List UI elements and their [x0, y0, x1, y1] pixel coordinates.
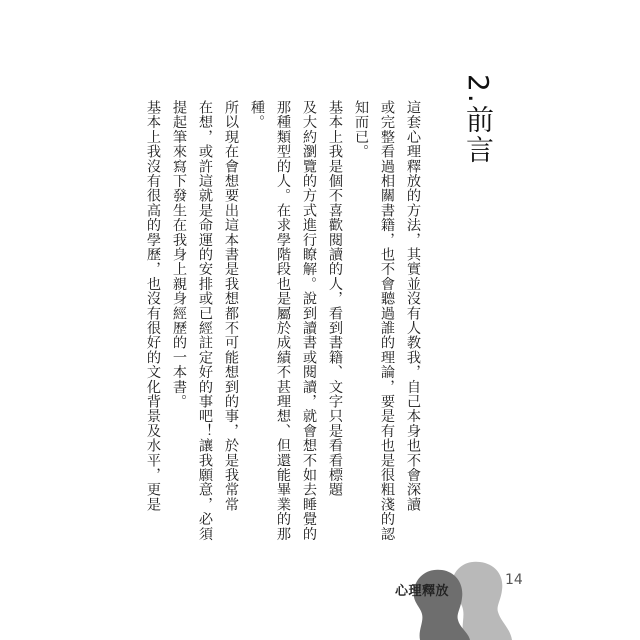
text-column: 種。: [249, 100, 265, 130]
text-column: 提起筆來寫下發生在我身上親身經歷的一本書。: [171, 100, 187, 409]
text-column: 知而已。: [353, 100, 369, 159]
text-column: 這套心理釋放的方法，其實並沒有人教我，自己本身也不會深讀: [405, 100, 421, 512]
text-column: 那種類型的人。在求學階段也是屬於成績不甚理想、但還能畢業的那: [275, 100, 291, 541]
text-column: 或完整看過相關書籍，也不會聽過誰的理論，要是有也是很粗淺的認: [379, 100, 395, 541]
text-column: 在想，或許這就是命運的安排或已經註定好的事吧！讓我願意，必須: [197, 100, 213, 541]
footer-brand-logo: 心理釋放: [395, 584, 450, 599]
text-column: 基本上我是個不喜歡閱讀的人，看到書籍、文字只是看看標題: [327, 100, 343, 497]
chapter-title: 2.前言: [462, 74, 495, 165]
text-column: 及大約瀏覽的方式進行瞭解。說到讀書或閱讀，就會想不如去睡覺的: [301, 100, 317, 541]
page-number: 14: [505, 572, 523, 588]
text-column: 所以現在會想要出這本書是我想都不可能想到的事，於是我常常: [223, 100, 239, 512]
text-column: 基本上我沒有很高的學歷，也沒有很好的文化背景及水平，更是: [145, 100, 161, 512]
